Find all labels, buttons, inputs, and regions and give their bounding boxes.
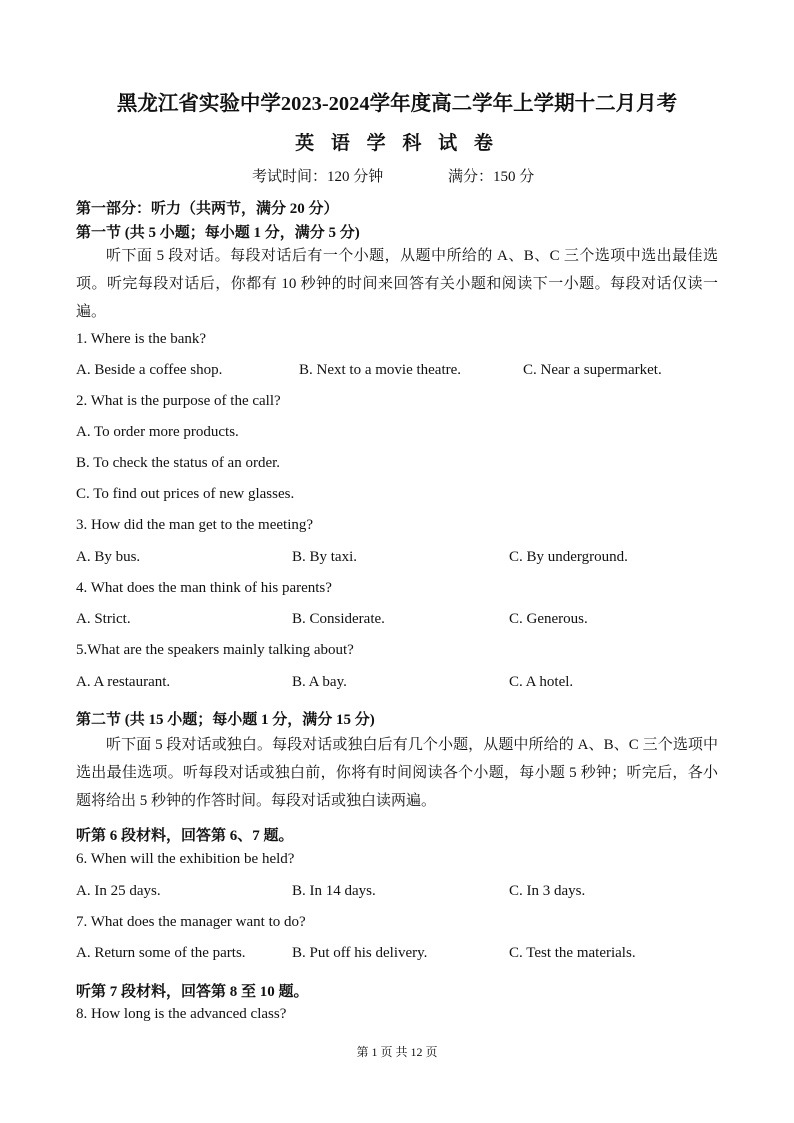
exam-subtitle: 英 语 学 科 试 卷: [295, 133, 499, 154]
option-5c: C. A hotel.: [509, 674, 574, 690]
exam-title: 黑龙江省实验中学2023-2024学年度高二学年上学期十二月月考: [116, 93, 678, 115]
option-2c: C. To find out prices of new glasses.: [76, 486, 295, 502]
option-5a: A. A restaurant.: [76, 674, 171, 690]
option-1b: B. Next to a movie theatre.: [299, 362, 462, 378]
option-3a: A. By bus.: [76, 549, 141, 565]
part1-heading: 第一部分：听力（共两节，满分 20 分）: [76, 201, 339, 217]
option-6a: A. In 25 days.: [76, 883, 161, 899]
full-score: 满分：150 分: [448, 169, 535, 185]
question-5: 5.What are the speakers mainly talking about?: [76, 642, 354, 658]
option-7a: A. Return some of the parts.: [76, 945, 246, 961]
section2-instructions: 听下面 5 段对话或独白。每段对话或独白后有几个小题，从题中所给的 A、B、C 三个选项中选出最佳选项。听每段对话或独白前，你将有时间阅读各个小题，每小题 5 秒钟；听完后，各小题将给出 5 秒钟的作答时间。每段对话或独白读两遍。: [76, 737, 718, 809]
question-1: 1. Where is the bank?: [76, 331, 207, 347]
question-2: 2. What is the purpose of the call?: [76, 393, 281, 409]
option-6b: B. In 14 days.: [292, 883, 376, 899]
question-3: 3. How did the man get to the meeting?: [76, 517, 314, 533]
material-6-heading: 听第 6 段材料，回答第 6、7 题。: [76, 828, 294, 844]
section1-heading: 第一节 (共 5 小题；每小题 1 分，满分 5 分): [76, 225, 360, 241]
option-3b: B. By taxi.: [292, 549, 358, 565]
option-4c: C. Generous.: [509, 611, 588, 627]
question-4: 4. What does the man think of his parents?: [76, 580, 332, 596]
option-5b: B. A bay.: [292, 674, 347, 690]
option-7c: C. Test the materials.: [509, 945, 636, 961]
option-2b: B. To check the status of an order.: [76, 455, 281, 471]
option-2a: A. To order more products.: [76, 424, 239, 440]
question-6: 6. When will the exhibition be held?: [76, 851, 295, 867]
option-1c: C. Near a supermarket.: [523, 362, 662, 378]
material-7-heading: 听第 7 段材料，回答第 8 至 10 题。: [76, 984, 309, 1000]
option-3c: C. By underground.: [509, 549, 628, 565]
option-4a: A. Strict.: [76, 611, 131, 627]
question-8: 8. How long is the advanced class?: [76, 1006, 287, 1022]
exam-time: 考试时间：120 分钟: [252, 169, 384, 185]
option-4b: B. Considerate.: [292, 611, 385, 627]
option-1a: A. Beside a coffee shop.: [76, 362, 223, 378]
option-6c: C. In 3 days.: [509, 883, 586, 899]
question-7: 7. What does the manager want to do?: [76, 914, 306, 930]
section1-instructions: 听下面 5 段对话。每段对话后有一个小题，从题中所给的 A、B、C 三个选项中选出最佳选项。听完每段对话后，你都有 10 秒钟的时间来回答有关小题和阅读下一小题。每段对话仅读一遍。: [76, 248, 718, 320]
option-7b: B. Put off his delivery.: [292, 945, 428, 961]
page-number: 第 1 页 共 12 页: [356, 1045, 438, 1059]
section2-heading: 第二节 (共 15 小题；每小题 1 分，满分 15 分): [76, 712, 375, 728]
